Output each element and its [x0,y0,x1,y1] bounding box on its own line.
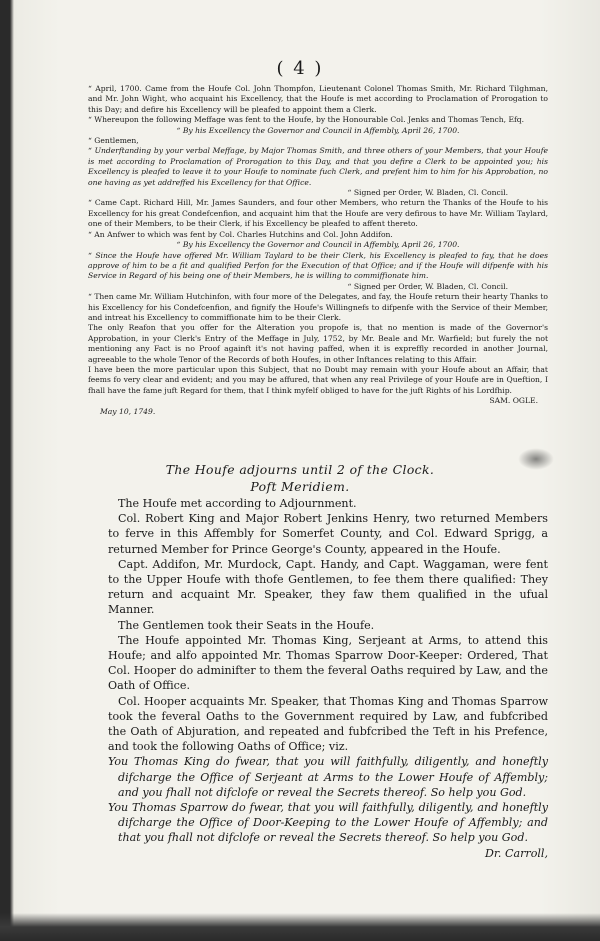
scan-bottom-edge [0,913,600,941]
small-paragraph-9: “ By his Excellency the Governor and Council in Affembly, April 26, 1700. [176,240,460,250]
large-paragraph-2: Col. Robert King and Major Robert Jenkins Henry, two returned Members to ferve in this Affembly for Somerfet County, and Col. Edward Sprigg, a returned Member for Prince George's County, appeared in the Houfe. [108,512,548,556]
page-number: ( 4 ) [276,58,324,79]
small-paragraph-1: “ April, 1700. Came from the Houfe Col. John Thompfon, Lieutenant Colonel Thomas Smith, Mr. Richard Tilghman, and Mr. John Wight, who acquaint his Excellency, that the Houfe is met according to Proclamation of Prorogation to this Day; and defire his Excellency will be pleafed to appoint them a Clerk. [88,84,548,114]
letter-date: May 10, 1749. [100,406,156,416]
message-block [88,84,548,417]
small-paragraph-12: “ Then came Mr. William Hutchinfon, with four more of the Delegates, and fay, the Houfe return their hearty Thanks to his Excellency for his Condefcenfion, and fignify the Houfe's Willingnefs to difpenfe with the Service of their Member, and intreat his Excellency to commiffionate him to be their Clerk. [88,292,548,322]
oath-serjeant-at-arms: You Thomas King do fwear, that you will faithfully, diligently, and honeftly difcharge the Office of Serjeant at Arms to the Lower Houfe of Affembly; and you fhall not difclofe or reveal the Secrets thereof. So help you God. [108,755,548,799]
small-paragraph-11: “ Signed per Order, W. Bladen, Cl. Concil. [347,281,508,291]
small-paragraph-6: “ Signed per Order, W. Bladen, Cl. Concil. [347,188,508,198]
small-paragraph-7: “ Came Capt. Richard Hill, Mr. James Saunders, and four other Members, who return the Thanks of the Houfe to his Excellency for his great Condefcenfion, and acquaint him that the Houfe are very defirous to have Mr. William Taylard, one of their Members, to be their Clerk, if his Excellency be pleafed to affent thereto. [88,198,548,229]
small-paragraph-14: I have been the more particular upon this Subject, that no Doubt may remain with your Houfe about an Affair, that feems fo very clear and evident; and you may be affured, that when any real Privilege of your Houfe are in Queftion, I fhall have the fame juft Regard for them, that I think myfelf obliged to have for the juft Rights of his Lordfhip. [88,364,548,395]
small-paragraph-8: “ An Anfwer to which was fent by Col. Charles Hutchins and Col. John Addifon. [88,229,393,239]
large-paragraph-1: The Houfe met according to Adjournment. [118,497,357,510]
post-meridiem-heading: Poft Meridiem. [250,479,350,494]
proceedings-block [108,496,548,861]
catchword: Dr. Carroll, [484,846,548,860]
small-paragraph-2: “ Whereupon the following Meffage was fent to the Houfe, by the Honourable Col. Jenks and Thomas Tench, Efq. [88,115,525,125]
small-paragraph-3: “ By his Excellency the Governor and Council in Affembly, April 26, 1700. [176,125,460,135]
large-paragraph-4: The Gentlemen took their Seats in the Houfe. [118,618,375,632]
small-paragraph-13: The only Reafon that you offer for the Alteration you propofe is, that no mention is made of the Governor's Approbation, in your Clerk's Entry of the Meffage in July, 1752, by Mr. Beale and Mr. Warfield; but furely the not mentioning any Fact is no Proof againft it's not having paffed, when it is expreffly recorded in another Journal, agreeable to the whole Tenor of the Records of both Houfes, in other Inftances relating to this Affair. [88,323,548,364]
small-paragraph-4: “ Gentlemen, [88,136,139,146]
large-paragraph-3: Capt. Addifon, Mr. Murdock, Capt. Handy, and Capt. Waggaman, were fent to the Upper Houfe with thofe Gentlemen, to fee them there qualified: They return and acquaint Mr. Speaker, they faw them qualified in the ufual Manner. [108,557,548,617]
oath-door-keeper: You Thomas Sparrow do fwear, that you will faithfully, diligently, and honeftly difcharge the Office of Door-Keeping to the Lower Houfe of Affembly; and that you fhall not difclofe or reveal the Secrets thereof. So help you God. [108,801,548,845]
large-paragraph-5: The Houfe appointed Mr. Thomas King, Serjeant at Arms, to attend this Houfe; and alfo appointed Mr. Thomas Sparrow Door-Keeper: Ordered, That Col. Hooper do adminifter to them the feveral Oaths required by Law, and the Oath of Office. [108,633,548,693]
large-paragraph-6: Col. Hooper acquaints Mr. Speaker, that Thomas King and Thomas Sparrow took the feveral Oaths to the Government required by Law, and fubfcribed the Oath of Abjuration, and repeated and fubfcribed the Teft in his Prefence, and took the following Oaths of Office; viz. [108,694,548,754]
small-paragraph-10: “ Since the Houfe have offered Mr. William Taylard to be their Clerk, his Excellency is pleafed to fay, that he does approve of him to be a fit and qualified Perfon for the Execution of that Office; and if the Houfe will difpenfe with his Service in Regard of his being one of their Members, he is willing to commiffionate him. [88,250,548,281]
signature: SAM. OGLE. [489,396,538,406]
adjourn-heading: The Houfe adjourns until 2 of the Clock. [165,462,435,477]
small-paragraph-5: “ Underftanding by your verbal Meffage, by Major Thomas Smith, and three others of your Members, that your Houfe is met according to Proclamation of Prorogation to this Day, and that you defire a Clerk to be appointed you; his Excellency is pleafed to leave it to your Houfe to nominate fuch Clerk, and prefent him to him for his Approbation, no one having as yet addreffed his Excellency for that Office. [88,146,548,187]
